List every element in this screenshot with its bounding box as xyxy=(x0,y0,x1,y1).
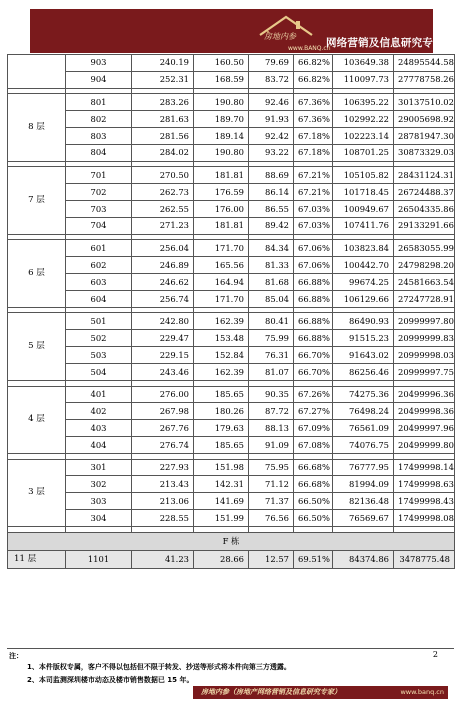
table-cell: 110097.73 xyxy=(333,71,394,88)
page-number: 2 xyxy=(432,650,438,659)
table-cell: 17499998.63 xyxy=(394,476,455,493)
table-cell: 107411.76 xyxy=(333,218,394,235)
table-cell: 213.43 xyxy=(132,476,194,493)
table-cell: 66.88% xyxy=(294,330,333,347)
summary-cell: 84374.86 xyxy=(333,550,394,568)
table-cell: 87.72 xyxy=(249,403,294,420)
table-cell: 76569.67 xyxy=(333,510,394,527)
table-cell: 20499999.80 xyxy=(394,437,455,454)
table-cell: 67.08% xyxy=(294,437,333,454)
table-row xyxy=(8,291,455,308)
room-number: 403 xyxy=(66,420,132,437)
table-cell: 76.56 xyxy=(249,510,294,527)
summary-cell: 28.66 xyxy=(194,550,249,568)
table-cell: 281.56 xyxy=(132,128,194,145)
table-cell: 17499998.14 xyxy=(394,459,455,476)
table-row xyxy=(8,144,455,161)
table-cell: 67.06% xyxy=(294,257,333,274)
table-cell: 91643.02 xyxy=(333,347,394,364)
table-cell: 267.98 xyxy=(132,403,194,420)
table-cell: 142.31 xyxy=(194,476,249,493)
table-cell: 86.14 xyxy=(249,184,294,201)
table-cell: 171.70 xyxy=(194,240,249,257)
table-cell: 93.22 xyxy=(249,144,294,161)
table-cell: 100442.70 xyxy=(333,257,394,274)
table-cell: 67.03% xyxy=(294,218,333,235)
table-row xyxy=(8,403,455,420)
room-number: 804 xyxy=(66,144,132,161)
room-number: 801 xyxy=(66,94,132,111)
table-cell: 67.21% xyxy=(294,184,333,201)
table-cell: 86256.46 xyxy=(333,364,394,381)
table-cell: 27778758.26 xyxy=(394,71,455,88)
room-number: 304 xyxy=(66,510,132,527)
table-cell: 152.84 xyxy=(194,347,249,364)
table-cell: 227.93 xyxy=(132,459,194,476)
table-cell: 88.13 xyxy=(249,420,294,437)
sales-table-wrapper xyxy=(7,54,454,569)
table-cell: 81.33 xyxy=(249,257,294,274)
table-cell: 106129.66 xyxy=(333,291,394,308)
table-cell: 26583055.99 xyxy=(394,240,455,257)
sales-table xyxy=(7,54,455,569)
table-cell: 20999998.03 xyxy=(394,347,455,364)
note-1: 1、本件版权专属，客户不得以包括但不限于转发、抄送等形式将本件向第三方透露。 xyxy=(27,663,291,671)
table-cell: 79.69 xyxy=(249,55,294,72)
room-number: 301 xyxy=(66,459,132,476)
table-cell: 27247728.91 xyxy=(394,291,455,308)
table-cell: 162.39 xyxy=(194,313,249,330)
table-cell: 66.82% xyxy=(294,71,333,88)
table-cell: 243.46 xyxy=(132,364,194,381)
table-cell: 101718.45 xyxy=(333,184,394,201)
table-cell: 181.81 xyxy=(194,167,249,184)
room-number: 802 xyxy=(66,111,132,128)
room-number: 404 xyxy=(66,437,132,454)
footer-banner xyxy=(193,686,448,699)
table-cell: 29133291.66 xyxy=(394,218,455,235)
table-cell: 67.26% xyxy=(294,386,333,403)
table-cell: 28781947.30 xyxy=(394,128,455,145)
table-row xyxy=(8,347,455,364)
table-cell: 242.80 xyxy=(132,313,194,330)
room-number: 604 xyxy=(66,291,132,308)
brand-url: www.BANQ.cn xyxy=(288,45,331,52)
table-cell: 83.72 xyxy=(249,71,294,88)
table-cell: 67.36% xyxy=(294,111,333,128)
table-row xyxy=(8,71,455,88)
table-cell: 276.74 xyxy=(132,437,194,454)
table-cell: 153.48 xyxy=(194,330,249,347)
table-cell: 82136.48 xyxy=(333,493,394,510)
notes-section xyxy=(7,648,454,687)
table-cell: 20999997.80 xyxy=(394,313,455,330)
table-cell: 76.31 xyxy=(249,347,294,364)
table-cell: 88.69 xyxy=(249,167,294,184)
table-cell: 240.19 xyxy=(132,55,194,72)
table-cell: 164.94 xyxy=(194,274,249,291)
table-cell: 81994.09 xyxy=(333,476,394,493)
table-cell: 90.35 xyxy=(249,386,294,403)
table-cell: 30137510.02 xyxy=(394,94,455,111)
table-cell: 71.12 xyxy=(249,476,294,493)
table-cell: 92.42 xyxy=(249,128,294,145)
table-cell: 185.65 xyxy=(194,386,249,403)
table-cell: 67.21% xyxy=(294,167,333,184)
table-cell: 66.82% xyxy=(294,55,333,72)
footer-url: www.banq.cn xyxy=(400,688,444,696)
table-row xyxy=(8,94,455,111)
table-cell: 76777.95 xyxy=(333,459,394,476)
table-cell: 246.62 xyxy=(132,274,194,291)
table-row xyxy=(8,313,455,330)
table-cell: 151.99 xyxy=(194,510,249,527)
table-cell: 160.50 xyxy=(194,55,249,72)
room-number: 501 xyxy=(66,313,132,330)
table-cell: 190.80 xyxy=(194,144,249,161)
table-cell: 66.50% xyxy=(294,510,333,527)
table-cell: 185.65 xyxy=(194,437,249,454)
table-cell: 229.15 xyxy=(132,347,194,364)
table-cell: 30873329.03 xyxy=(394,144,455,161)
footer-text: 房地内参（房地产网络营销及信息研究专家） xyxy=(201,687,341,696)
table-cell: 20499998.36 xyxy=(394,403,455,420)
summary-cell: 1101 xyxy=(66,550,132,568)
table-cell: 80.41 xyxy=(249,313,294,330)
table-row xyxy=(8,240,455,257)
table-cell: 168.59 xyxy=(194,71,249,88)
table-cell: 67.09% xyxy=(294,420,333,437)
room-number: 504 xyxy=(66,364,132,381)
table-row xyxy=(8,167,455,184)
table-cell: 26724488.37 xyxy=(394,184,455,201)
room-number: 601 xyxy=(66,240,132,257)
table-cell: 86490.93 xyxy=(333,313,394,330)
table-row xyxy=(8,493,455,510)
table-cell: 74275.36 xyxy=(333,386,394,403)
table-cell: 81.68 xyxy=(249,274,294,291)
table-row xyxy=(8,184,455,201)
brand-name: 房地内参 xyxy=(264,32,296,41)
floor-label: 8 层 xyxy=(8,94,66,162)
table-cell: 181.81 xyxy=(194,218,249,235)
table-cell: 75.95 xyxy=(249,459,294,476)
table-cell: 276.00 xyxy=(132,386,194,403)
table-cell: 26504335.86 xyxy=(394,201,455,218)
table-cell: 262.73 xyxy=(132,184,194,201)
room-number: 703 xyxy=(66,201,132,218)
table-cell: 252.31 xyxy=(132,71,194,88)
room-number: 402 xyxy=(66,403,132,420)
table-cell: 99674.25 xyxy=(333,274,394,291)
building-label: F 栋 xyxy=(8,532,455,550)
table-cell: 189.70 xyxy=(194,111,249,128)
table-cell: 85.04 xyxy=(249,291,294,308)
table-cell: 20499997.96 xyxy=(394,420,455,437)
table-cell: 67.36% xyxy=(294,94,333,111)
table-row xyxy=(8,218,455,235)
table-cell: 103649.38 xyxy=(333,55,394,72)
table-cell: 67.27% xyxy=(294,403,333,420)
table-cell: 66.70% xyxy=(294,364,333,381)
room-number: 704 xyxy=(66,218,132,235)
table-cell: 17499998.43 xyxy=(394,493,455,510)
table-row xyxy=(8,437,455,454)
table-cell: 102992.22 xyxy=(333,111,394,128)
summary-cell: 3478775.48 xyxy=(394,550,455,568)
table-cell: 76561.09 xyxy=(333,420,394,437)
table-cell: 91515.23 xyxy=(333,330,394,347)
table-cell: 213.06 xyxy=(132,493,194,510)
room-number: 503 xyxy=(66,347,132,364)
table-cell: 86.55 xyxy=(249,201,294,218)
table-cell: 67.18% xyxy=(294,128,333,145)
table-cell: 256.04 xyxy=(132,240,194,257)
table-cell: 284.02 xyxy=(132,144,194,161)
table-cell: 105105.82 xyxy=(333,167,394,184)
room-number: 701 xyxy=(66,167,132,184)
floor-label xyxy=(8,55,66,89)
floor-label: 11 层 xyxy=(8,550,66,568)
room-number: 903 xyxy=(66,55,132,72)
floor-label: 4 层 xyxy=(8,386,66,454)
table-row xyxy=(8,364,455,381)
table-row xyxy=(8,111,455,128)
table-cell: 91.09 xyxy=(249,437,294,454)
table-cell: 171.70 xyxy=(194,291,249,308)
room-number: 602 xyxy=(66,257,132,274)
room-number: 603 xyxy=(66,274,132,291)
note-2: 2、本司监测深圳楼市动态及楼市销售数据已 15 年。 xyxy=(27,676,194,684)
table-cell: 162.39 xyxy=(194,364,249,381)
table-row xyxy=(8,128,455,145)
table-cell: 246.89 xyxy=(132,257,194,274)
table-cell: 189.14 xyxy=(194,128,249,145)
table-cell: 229.47 xyxy=(132,330,194,347)
table-cell: 281.63 xyxy=(132,111,194,128)
table-cell: 102223.14 xyxy=(333,128,394,145)
room-number: 401 xyxy=(66,386,132,403)
floor-label: 3 层 xyxy=(8,459,66,527)
table-cell: 92.46 xyxy=(249,94,294,111)
table-cell: 190.80 xyxy=(194,94,249,111)
table-cell: 24895544.58 xyxy=(394,55,455,72)
table-row xyxy=(8,420,455,437)
table-cell: 179.63 xyxy=(194,420,249,437)
table-row xyxy=(8,476,455,493)
table-cell: 29005698.92 xyxy=(394,111,455,128)
table-row xyxy=(8,330,455,347)
table-cell: 81.07 xyxy=(249,364,294,381)
table-row xyxy=(8,257,455,274)
table-cell: 20499996.36 xyxy=(394,386,455,403)
table-row xyxy=(8,510,455,527)
table-cell: 67.03% xyxy=(294,201,333,218)
notes-label: 注： xyxy=(9,652,23,660)
table-cell: 270.50 xyxy=(132,167,194,184)
table-cell: 262.55 xyxy=(132,201,194,218)
floor-label: 5 层 xyxy=(8,313,66,381)
table-cell: 66.70% xyxy=(294,347,333,364)
table-row xyxy=(8,55,455,72)
table-cell: 267.76 xyxy=(132,420,194,437)
table-cell: 66.50% xyxy=(294,493,333,510)
table-cell: 84.34 xyxy=(249,240,294,257)
summary-row xyxy=(8,550,455,568)
table-row xyxy=(8,459,455,476)
room-number: 904 xyxy=(66,71,132,88)
table-cell: 151.98 xyxy=(194,459,249,476)
table-cell: 76498.24 xyxy=(333,403,394,420)
floor-label: 7 层 xyxy=(8,167,66,235)
table-cell: 20999999.83 xyxy=(394,330,455,347)
room-number: 502 xyxy=(66,330,132,347)
table-cell: 91.93 xyxy=(249,111,294,128)
table-cell: 165.56 xyxy=(194,257,249,274)
table-cell: 176.00 xyxy=(194,201,249,218)
room-number: 803 xyxy=(66,128,132,145)
table-cell: 256.74 xyxy=(132,291,194,308)
table-cell: 89.42 xyxy=(249,218,294,235)
table-cell: 176.59 xyxy=(194,184,249,201)
building-row xyxy=(8,532,455,550)
header-title: 网络营销及信息研究专家 xyxy=(326,37,444,49)
table-cell: 74076.75 xyxy=(333,437,394,454)
table-cell: 66.68% xyxy=(294,476,333,493)
table-cell: 71.37 xyxy=(249,493,294,510)
table-cell: 228.55 xyxy=(132,510,194,527)
table-cell: 66.68% xyxy=(294,459,333,476)
table-cell: 103823.84 xyxy=(333,240,394,257)
table-cell: 20999997.75 xyxy=(394,364,455,381)
table-cell: 67.18% xyxy=(294,144,333,161)
table-cell: 180.26 xyxy=(194,403,249,420)
table-row xyxy=(8,386,455,403)
table-cell: 66.88% xyxy=(294,291,333,308)
table-cell: 67.06% xyxy=(294,240,333,257)
summary-cell: 12.57 xyxy=(249,550,294,568)
table-cell: 100949.67 xyxy=(333,201,394,218)
header-banner xyxy=(30,9,444,53)
table-cell: 24798298.20 xyxy=(394,257,455,274)
table-cell: 28431124.31 xyxy=(394,167,455,184)
table-cell: 24581663.54 xyxy=(394,274,455,291)
table-cell: 66.88% xyxy=(294,274,333,291)
table-cell: 106395.22 xyxy=(333,94,394,111)
table-cell: 17499998.08 xyxy=(394,510,455,527)
summary-cell: 69.51% xyxy=(294,550,333,568)
table-cell: 75.99 xyxy=(249,330,294,347)
table-row xyxy=(8,274,455,291)
table-cell: 141.69 xyxy=(194,493,249,510)
table-cell: 283.26 xyxy=(132,94,194,111)
table-row xyxy=(8,201,455,218)
floor-label: 6 层 xyxy=(8,240,66,308)
room-number: 303 xyxy=(66,493,132,510)
room-number: 302 xyxy=(66,476,132,493)
table-cell: 108701.25 xyxy=(333,144,394,161)
room-number: 702 xyxy=(66,184,132,201)
summary-cell: 41.23 xyxy=(132,550,194,568)
table-cell: 271.23 xyxy=(132,218,194,235)
table-cell: 66.88% xyxy=(294,313,333,330)
